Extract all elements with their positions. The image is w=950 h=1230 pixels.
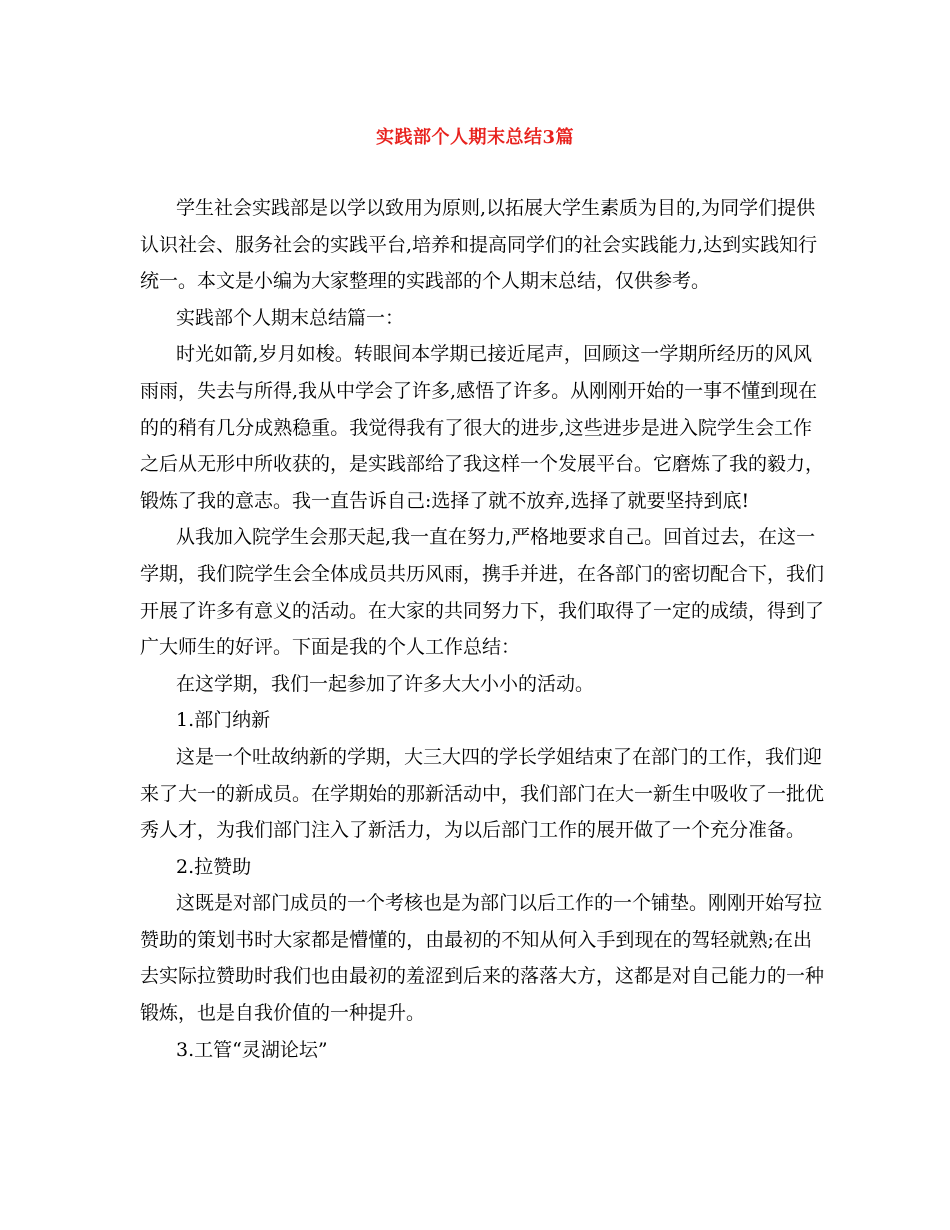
text-line: 在这学期，我们一起参加了许多大大小小的活动。 [176, 672, 595, 695]
text-line: 认识社会、服务社会的实践平台,培养和提高同学们的社会实践能力,达到实践知行 [140, 233, 818, 256]
text-line: 广大师生的好评。下面是我的个人工作总结： [140, 636, 521, 659]
text-line: 之后从无形中所收获的，是实践部给了我这样一个发展平台。它磨炼了我的毅力， [140, 453, 825, 476]
text-line: 雨雨，失去与所得,我从中学会了许多,感悟了许多。从刚刚开始的一事不懂到现在 [140, 379, 818, 402]
document-title: 实践部个人期末总结3篇 [375, 127, 575, 148]
text-line: 赞助的策划书时大家都是懵懂的，由最初的不知从何入手到现在的驾轻就熟;在出 [140, 928, 812, 951]
text-line: 统一。本文是小编为大家整理的实践部的个人期末总结，仅供参考。 [140, 270, 711, 293]
text-line: 去实际拉赞助时我们也由最初的羞涩到后来的落落大方，这都是对自己能力的一种 [140, 965, 825, 988]
text-line: 这既是对部门成员的一个考核也是为部门以后工作的一个铺垫。刚刚开始写拉 [176, 892, 823, 915]
text-line: 来了大一的新成员。在学期始的那新活动中，我们部门在大一新生中吸收了一批优 [140, 782, 825, 805]
text-line: 学生社会实践部是以学以致用为原则,以拓展大学生素质为目的,为同学们提供 [176, 197, 816, 219]
text-line: 锻炼，也是自我价值的一种提升。 [140, 1002, 426, 1025]
text-line: 学期，我们院学生会全体成员共历风雨，携手并进，在各部门的密切配合下，我们 [140, 562, 825, 585]
text-line: 的的稍有几分成熟稳重。我觉得我有了很大的进步,这些进步是进入院学生会工作 [140, 416, 812, 439]
text-line: 2.拉赞助 [176, 855, 252, 878]
text-line: 这是一个吐故纳新的学期，大三大四的学长学姐结束了在部门的工作，我们迎 [176, 745, 823, 768]
text-line: 锻炼了我的意志。我一直告诉自己:选择了就不放弃,选择了就要坚持到底! [140, 489, 750, 512]
document-body [140, 190, 825, 1068]
text-line: 秀人才，为我们部门注入了新活力，为以后部门工作的展开做了一个充分准备。 [140, 819, 806, 842]
text-line: 3.工管“灵湖论坛” [176, 1038, 328, 1061]
text-line: 1.部门纳新 [176, 709, 271, 732]
text-line: 开展了许多有意义的活动。在大家的共同努力下，我们取得了一定的成绩，得到了 [140, 599, 825, 622]
text-line: 从我加入院学生会那天起,我一直在努力,严格地要求自己。回首过去，在这一 [176, 526, 816, 549]
text-line: 实践部个人期末总结篇一： [176, 306, 405, 329]
text-line: 时光如箭,岁月如梭。转眼间本学期已接近尾声，回顾这一学期所经历的风风 [176, 343, 812, 366]
